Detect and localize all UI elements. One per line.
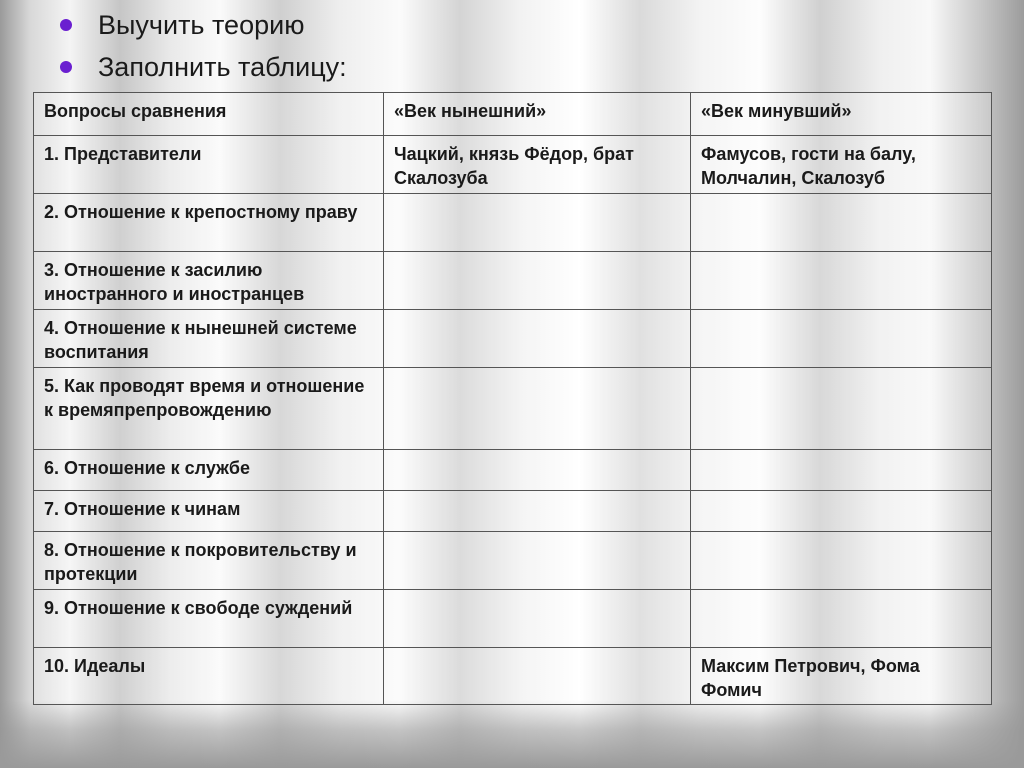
question-cell: 8. Отношение к покровительству и протекции [34,532,384,590]
table-row [34,368,992,450]
current-century-cell [384,368,691,450]
table-row [34,194,992,252]
task-text: Заполнить таблицу: [98,51,347,82]
question-cell: 2. Отношение к крепостному праву [34,194,384,252]
current-century-cell [384,310,691,368]
question-cell: 3. Отношение к засилию иностранного и иностранцев [34,252,384,310]
question-cell: 1. Представители [34,136,384,194]
table-header-row [34,93,992,136]
comparison-table [33,92,992,705]
question-cell: 5. Как проводят время и отношение к времяпрепровождению [34,368,384,450]
past-century-cell [691,310,992,368]
curtain-background [0,700,1024,768]
current-century-cell [384,590,691,648]
past-century-cell [691,590,992,648]
header-past-century: «Век минувший» [691,93,992,136]
current-century-cell [384,491,691,532]
table-row [34,252,992,310]
question-cell: 9. Отношение к свободе суждений [34,590,384,648]
current-century-cell [384,648,691,705]
current-century-cell [384,194,691,252]
past-century-cell: Фамусов, гости на балу, Молчалин, Скалозуб [691,136,992,194]
table-row [34,648,992,705]
task-list [60,4,347,88]
current-century-cell [384,450,691,491]
bullet-icon [60,61,72,73]
table-row [34,491,992,532]
question-cell: 4. Отношение к нынешней системе воспитания [34,310,384,368]
bullet-icon [60,19,72,31]
table-row [34,450,992,491]
past-century-cell [691,368,992,450]
current-century-cell: Чацкий, князь Фёдор, брат Скалозуба [384,136,691,194]
question-cell: 10. Идеалы [34,648,384,705]
table-row [34,590,992,648]
past-century-cell: Максим Петрович, Фома Фомич [691,648,992,705]
current-century-cell [384,532,691,590]
task-item [60,4,347,46]
current-century-cell [384,252,691,310]
table-row [34,136,992,194]
table-row [34,310,992,368]
past-century-cell [691,450,992,491]
task-item [60,46,347,88]
past-century-cell [691,252,992,310]
past-century-cell [691,491,992,532]
task-text: Выучить теорию [98,9,305,40]
header-current-century: «Век нынешний» [384,93,691,136]
past-century-cell [691,194,992,252]
question-cell: 6. Отношение к службе [34,450,384,491]
question-cell: 7. Отношение к чинам [34,491,384,532]
header-questions: Вопросы сравнения [34,93,384,136]
table-row [34,532,992,590]
past-century-cell [691,532,992,590]
